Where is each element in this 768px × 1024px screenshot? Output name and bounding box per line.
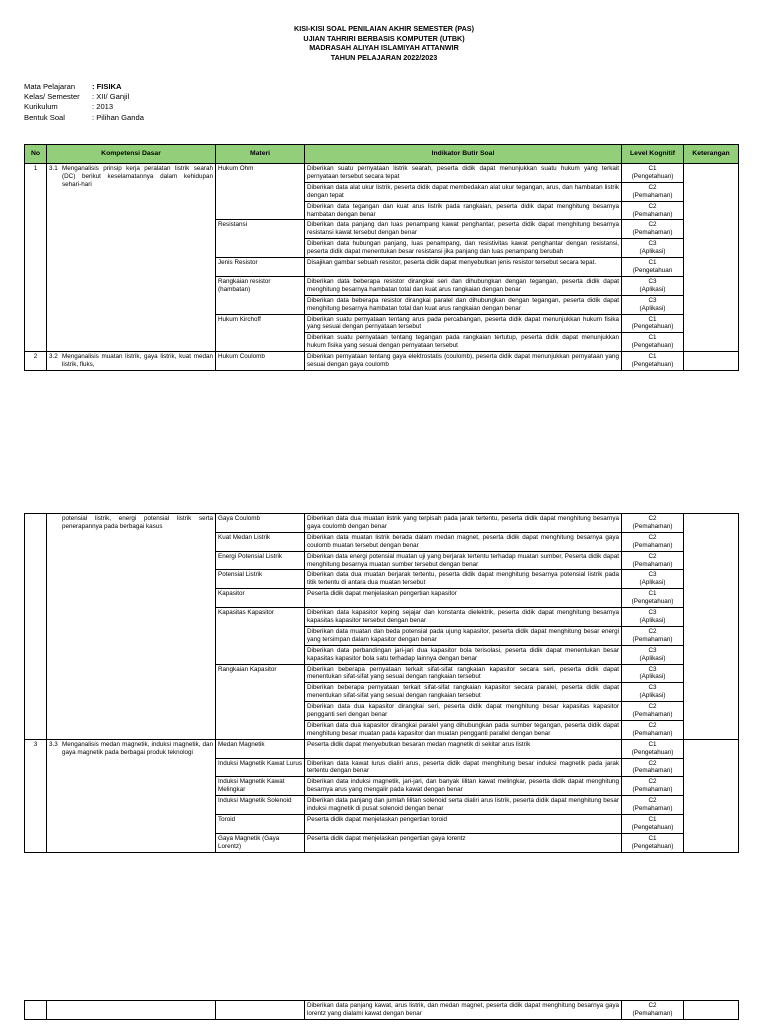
indikator-cell: Diberikan data beberapa resistor dirangkai seri dan dihubungkan dengan tegangan, peserta didik dapat menghitung besarnya hambatan total dan kuat arus rangkaian dengan benar xyxy=(305,276,622,295)
indikator-cell: Diberikan beberapa pernyataan terkait sifat-sifat rangkaian kapasitor secara seri, peserta didik dapat menentukan sifat-sifat yang sesuai dengan rangkaian tersebut xyxy=(305,664,622,683)
meta-value: : XII/ Ganjil xyxy=(92,92,130,102)
level-cell: C2 (Pemahaman) xyxy=(622,626,684,645)
kisi-kisi-table xyxy=(24,144,739,371)
materi-cell: Hukum Kirchoff xyxy=(216,314,305,352)
meta-label: Kurikulum xyxy=(24,102,58,112)
indikator-cell: Diberikan data kawat lurus dialiri arus, peserta didik dapat menghitung besar induksi magnetik pada jarak tertentu dengan benar xyxy=(305,758,622,777)
kd-number: 3.2 xyxy=(49,353,58,361)
indikator-cell: Diberikan data hubungan panjang, luas penampang, dan resistivitas kawat penghantar dengan resistansi, peserta didik dapat menentukan besar resistansi jika panjang dan luas penampang berubah xyxy=(305,239,622,258)
materi-cell: Resistansi xyxy=(216,220,305,258)
materi-cell: Jenis Resistor xyxy=(216,258,305,277)
level-cell: C1 (Pengetahuan) xyxy=(622,833,684,852)
level-cell: C2 (Pemahaman) xyxy=(622,758,684,777)
meta-row xyxy=(24,102,144,112)
materi-cell: Hukum Ohm xyxy=(216,164,305,220)
row-number: 2 xyxy=(25,352,47,371)
level-cell: C1 (Pengetahuan) xyxy=(622,314,684,333)
level-cell: C1 (Pengetahuan) xyxy=(622,333,684,352)
keterangan-cell xyxy=(684,1001,739,1020)
materi-cell: Induksi Magnetik Solenoid xyxy=(216,796,305,815)
kd-text: Menganalisis medan magnetik, induksi magnetik, dan gaya magnetik pada berbagai produk teknologi xyxy=(62,740,213,756)
materi-cell: Induksi Magnetik Kawat Lurus xyxy=(216,758,305,777)
table-row xyxy=(25,352,739,371)
kd-number: 3.1 xyxy=(49,165,58,172)
indikator-cell: Diberikan data panjang dan jumlah lilitan solenoid serta dialiri arus listrik, peserta didik dapat menghitung besar induksi magnetik di pusat solenoid dengan benar xyxy=(305,796,622,815)
materi-cell: Energi Potensial Listrik xyxy=(216,551,305,570)
kompetensi-dasar xyxy=(47,164,216,352)
indikator-cell: Peserta didik dapat menjelaskan pengertian gaya lorentz xyxy=(305,833,622,852)
level-cell: C2 (Pemahaman) xyxy=(622,551,684,570)
title-line: TAHUN PELAJARAN 2022/2023 xyxy=(330,52,438,62)
indikator-cell: Diberikan suatu pernyataan tentang arus pada percabangan, peserta didik dapat menunjukkan hukum fisika yang sesuai dengan pernyataan tersebut xyxy=(305,314,622,333)
col-header: No xyxy=(25,145,47,164)
level-cell: C1 (Pengetahuan) xyxy=(622,589,684,608)
materi-cell: Gaya Coulomb xyxy=(216,514,305,533)
col-header: Indikator Butir Soal xyxy=(305,145,622,164)
keterangan-cell xyxy=(684,352,739,371)
level-cell: C3 (Aplikasi) xyxy=(622,295,684,314)
row-number: 1 xyxy=(25,164,47,352)
indikator-cell: Diberikan beberapa pernyataan terkait sifat-sifat rangkaian kapasitor secara paralel, peserta didik dapat menentukan sifat-sifat yang sesuai dengan rangkaian tersebut xyxy=(305,683,622,702)
materi-cell xyxy=(216,1001,305,1020)
level-cell: C2 (Pemahaman) xyxy=(622,201,684,220)
table-row xyxy=(25,164,739,183)
meta-label: Mata Pelajaran xyxy=(24,82,76,91)
indikator-cell: Diberikan data dua muatan berjarak tertentu, peserta didik dapat menghitung besarnya potensial listrik pada titik tertentu di antara dua muatan tersebut xyxy=(305,570,622,589)
kompetensi-dasar xyxy=(47,1001,216,1020)
indikator-cell: Disajikan gambar sebuah resistor, peserta didik dapat menyebutkan jenis resistor tersebut secara tepat. xyxy=(305,258,622,277)
kd-number: 3.3 xyxy=(49,740,58,748)
indikator-cell: Peserta didik dapat menjelaskan pengertian toroid xyxy=(305,815,622,834)
materi-cell: Toroid xyxy=(216,815,305,834)
row-number: 3 xyxy=(25,739,47,852)
keterangan-cell xyxy=(684,164,739,352)
title-line: KISI-KISI SOAL PENILAIAN AKHIR SEMESTER (PAS) xyxy=(294,24,474,33)
materi-cell: Kapasitas Kapasitor xyxy=(216,608,305,664)
meta-label: Bentuk Soal xyxy=(24,112,65,122)
kompetensi-dasar xyxy=(47,514,216,740)
materi-cell: Potensial Listrik xyxy=(216,570,305,589)
level-cell: C2 (Pemahaman) xyxy=(622,1001,684,1020)
indikator-cell: Diberikan pernyataan tentang gaya elektrostatis (coulomb), peserta didik dapat menunjukkan pernyataan yang sesuai dengan gaya coulomb xyxy=(305,352,622,371)
keterangan-cell xyxy=(684,514,739,740)
indikator-cell: Diberikan suatu pernyataan listrik searah, peserta didik dapat menunjukkan suatu hukum yang terkait pernyataan tersebut secara tepat xyxy=(305,164,622,183)
materi-cell: Kapasitor xyxy=(216,589,305,608)
col-header: Materi xyxy=(216,145,305,164)
indikator-cell: Diberikan data panjang dan luas penampang kawat penghantar, peserta didik dapat menghitung besarnya resistansi kawat tersebut dengan benar xyxy=(305,220,622,239)
row-number xyxy=(25,1001,47,1020)
indikator-cell: Diberikan data tegangan dan kuat arus listrik pada rangkaian, peserta didik dapat menghitung besarnya hambatan dengan benar xyxy=(305,201,622,220)
level-cell: C2 (Pemahaman) xyxy=(622,182,684,201)
col-header: Keterangan xyxy=(684,145,739,164)
level-cell: C1 (Pengetahuan) xyxy=(622,164,684,183)
level-cell: C3 (Aplikasi) xyxy=(622,276,684,295)
title-line: UJIAN TAHRIRI BERBASIS KOMPUTER (UTBK) xyxy=(303,33,465,43)
indikator-cell: Diberikan data beberapa resistor dirangkai paralel dan dihubungkan dengan tegangan, peserta didik dapat menghitung besarnya hambatan total dan kuat arus rangkaian dengan benar xyxy=(305,295,622,314)
document-title xyxy=(0,24,768,62)
kisi-kisi-table-continued xyxy=(24,513,739,853)
level-cell: C2 (Pemahaman) xyxy=(622,220,684,239)
level-cell: C1 (Pengetahuan) xyxy=(622,815,684,834)
level-cell: C1 (Pengetahuan xyxy=(622,258,684,277)
indikator-cell: Diberikan data muatan listrik berada dalam medan magnet, peserta didik dapat menghitung besarnya gaya coulomb muatan tersebut dengan benar xyxy=(305,532,622,551)
level-cell: C2 (Pemahaman) xyxy=(622,532,684,551)
indikator-cell: Diberikan data alat ukur listrik, peserta didik dapat membedakan alat ukur tegangan, arus, dan hambatan listrik dengan tepat xyxy=(305,182,622,201)
indikator-cell: Diberikan data energi potensial muatan uji yang berjarak tertentu terhadap muatan sumber, Peserta didik dapat menghitung besarnya muatan sumber tersebut dengan benar xyxy=(305,551,622,570)
indikator-cell: Peserta didik dapat menyebutkan besaran medan magnetik di sekitar arus listrik xyxy=(305,739,622,758)
materi-cell: Rangkaian resistor (hambatan) xyxy=(216,276,305,314)
document-meta xyxy=(24,82,144,123)
indikator-cell: Diberikan data induksi magnetik, jari-jari, dan banyak lilitan kawat melingkar, peserta didik dapat menghitung besarnya arus yang mengalir pada kawat dengan benar xyxy=(305,777,622,796)
level-cell: C2 (Pemahaman) xyxy=(622,777,684,796)
level-cell: C3 (Aplikasi) xyxy=(622,239,684,258)
level-cell: C3 (Aplikasi) xyxy=(622,570,684,589)
materi-cell: Rangkaian Kapasitor xyxy=(216,664,305,739)
indikator-cell: Diberikan data panjang kawat, arus listrik, dan medan magnet, peserta didik dapat menghitung besarnya gaya lorentz yang dialami kawat dengan benar xyxy=(305,1001,622,1020)
materi-cell: Induksi Magnetik Kawat Melingkar xyxy=(216,777,305,796)
row-number xyxy=(25,514,47,740)
kompetensi-dasar xyxy=(47,352,216,371)
indikator-cell: Diberikan suatu pernyataan tentang tegangan pada rangkaian tertutup, peserta didik dapat menunjukkan hukum fisika yang sesuai dengan pernyataan tersebut xyxy=(305,333,622,352)
indikator-cell: Diberikan data muatan dan beda potensial pada ujung kapasitor, peserta didik dapat menghitung besar energi yang tersimpan dalam kapasitor dengan benar xyxy=(305,626,622,645)
title-line: MADRASAH ALIYAH ISLAMIYAH ATTANWIR xyxy=(309,43,459,53)
level-cell: C3 (Aplikasi) xyxy=(622,664,684,683)
indikator-cell: Peserta didik dapat menjelaskan pengertian kapasitor xyxy=(305,589,622,608)
kd-text: Menganalisis muatan listrik, gaya listrik, kuat medan listrik, fluks, xyxy=(62,353,213,369)
meta-row xyxy=(24,113,144,123)
col-header: Kompetensi Dasar xyxy=(47,145,216,164)
kisi-kisi-table-page3 xyxy=(24,1000,739,1020)
kd-text: potensial listrik, energi potensial listrik serta penerapannya pada berbagai kasus xyxy=(62,515,213,530)
level-cell: C2 (Pemahaman) xyxy=(622,702,684,721)
level-cell: C2 (Pemahaman) xyxy=(622,514,684,533)
indikator-cell: Diberikan data kapasitor keping sejajar dan konstanta dielektrik, peserta didik dapat menghitung besarnya kapasitas kapasitor tersebut dengan benar xyxy=(305,608,622,627)
level-cell: C1 (Pengetahuan) xyxy=(622,739,684,758)
meta-value: : 2013 xyxy=(92,102,114,112)
meta-value: : FISIKA xyxy=(92,82,122,91)
materi-cell: Gaya Magnetik (Gaya Lorentz) xyxy=(216,833,305,852)
table-row xyxy=(25,1001,739,1020)
kompetensi-dasar xyxy=(47,739,216,852)
table-row xyxy=(25,514,739,533)
meta-row xyxy=(24,92,144,102)
meta-label: Kelas/ Semester xyxy=(24,92,80,102)
indikator-cell: Diberikan data dua muatan listrik yang terpisah pada jarak tertentu, peserta didik dapat menghitung besarnya gaya coulomb dengan benar xyxy=(305,514,622,533)
table-header-row xyxy=(25,145,739,164)
kd-text: Menganalisis prinsip kerja peralatan listrik searah (DC) berikut keselamatannya dalam kehidupan sehari-hari xyxy=(62,165,213,188)
materi-cell: Hukum Coulomb xyxy=(216,352,305,371)
level-cell: C3 (Aplikasi) xyxy=(622,683,684,702)
level-cell: C1 (Pengetahuan) xyxy=(622,352,684,371)
indikator-cell: Diberikan data dua kapasitor dirangkai seri, peserta didik dapat menghitung besar kapasitas kapasitor pengganti seri dengan benar xyxy=(305,702,622,721)
meta-row xyxy=(24,82,144,92)
level-cell: C2 (Pemahaman) xyxy=(622,796,684,815)
table-row xyxy=(25,739,739,758)
indikator-cell: Diberikan data perbandingan jari-jari dua kapasitor bola terisolasi, peserta didik dapat menentukan besar kapasitas kapasitor bola satu terhadap lainnya dengan benar xyxy=(305,645,622,664)
meta-value: : Pilihan Ganda xyxy=(92,112,144,122)
col-header: Level Kognitif xyxy=(622,145,684,164)
keterangan-cell xyxy=(684,739,739,852)
materi-cell: Medan Magnetik xyxy=(216,739,305,758)
level-cell: C2 (Pemahaman) xyxy=(622,720,684,739)
indikator-cell: Diberikan data dua kapasitor dirangkai paralel yang dihubungkan pada sumber tegangan, peserta didik dapat menghitung besar muatan pada kapasitor dan muatan pengganti parallel dengan benar xyxy=(305,720,622,739)
level-cell: C3 (Aplikasi) xyxy=(622,645,684,664)
materi-cell: Kuat Medan Listrik xyxy=(216,532,305,551)
level-cell: C3 (Aplikasi) xyxy=(622,608,684,627)
